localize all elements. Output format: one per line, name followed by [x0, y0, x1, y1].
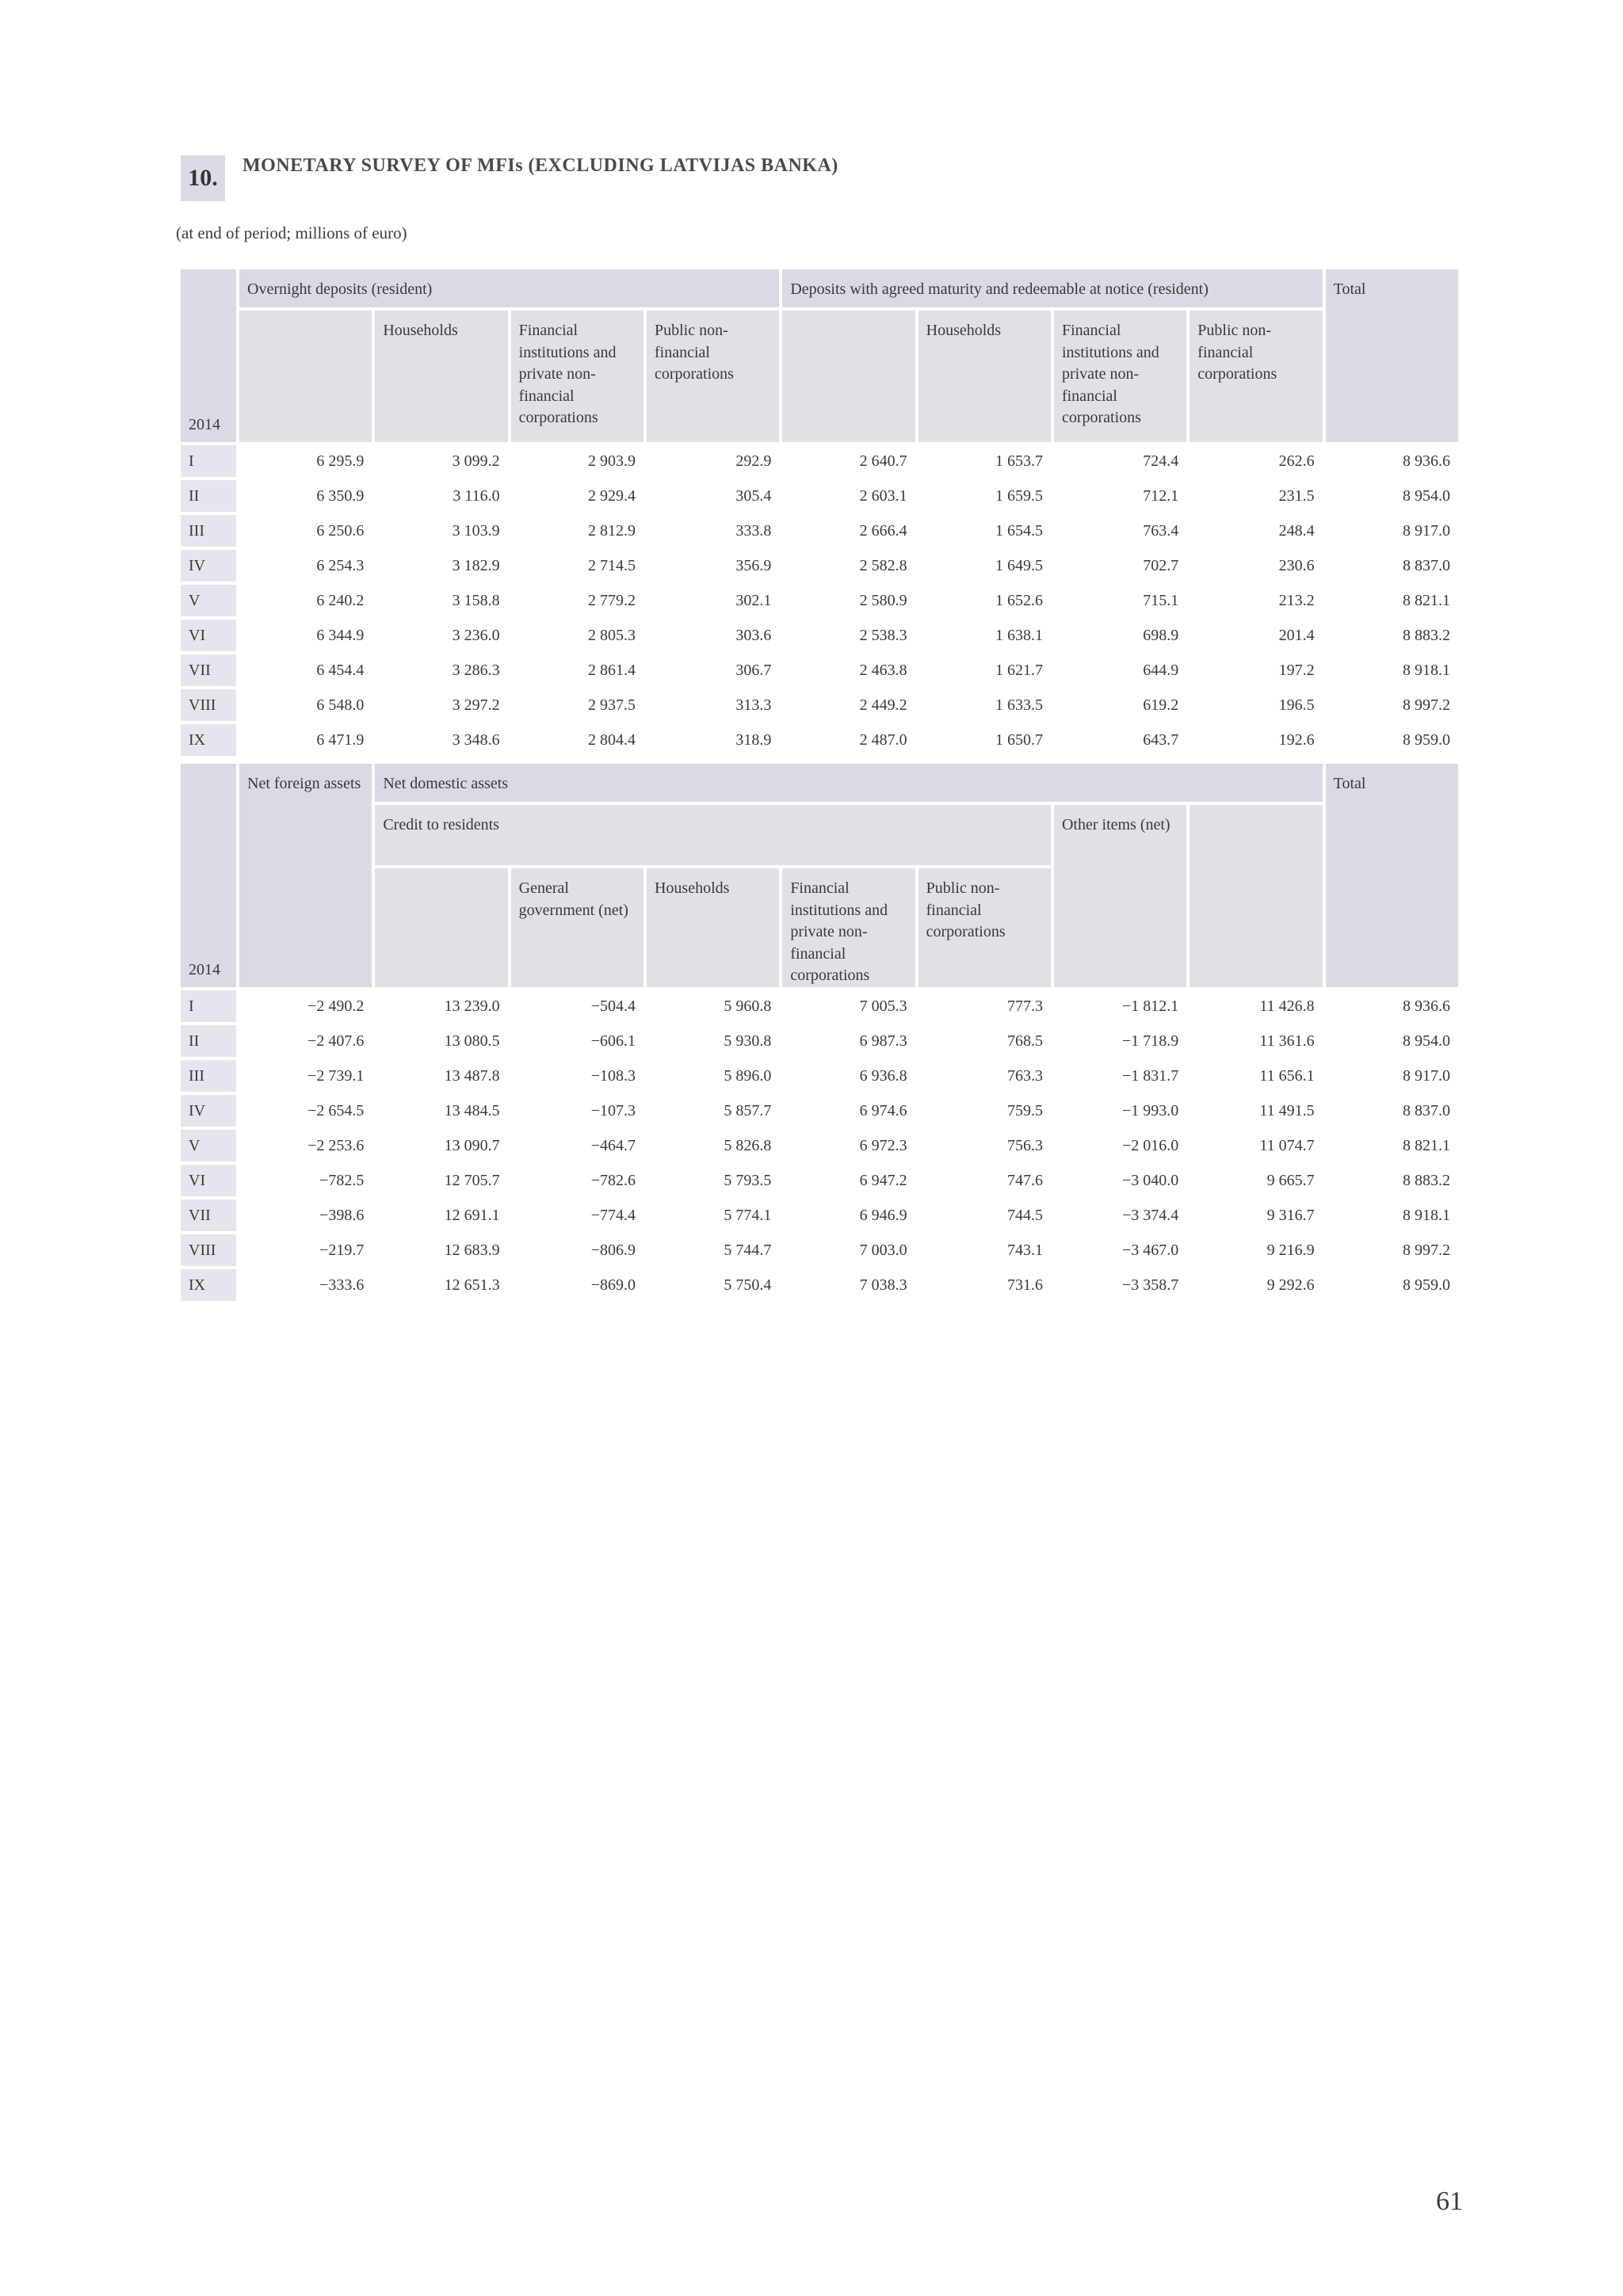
table-cell: 2 812.9 [587, 521, 636, 540]
table-cell: −219.7 [319, 1241, 365, 1259]
table-cell: −774.4 [590, 1206, 636, 1224]
table-cell: 6 974.6 [859, 1101, 907, 1119]
total-header: Total [1326, 764, 1458, 987]
table-row [181, 724, 1458, 756]
table-cell: 7 005.3 [859, 997, 907, 1015]
table-row [181, 445, 1458, 477]
table-cell: 302.1 [735, 591, 772, 609]
table-cell: 8 821.1 [1403, 591, 1450, 609]
table-cell: 644.9 [1143, 661, 1179, 679]
table-cell: 2 487.0 [859, 730, 907, 749]
year-header: 2014 [181, 764, 236, 987]
row-label: IX [181, 1269, 236, 1301]
table-cell: −2 016.0 [1122, 1136, 1179, 1154]
table-cell: 6 454.4 [316, 661, 365, 679]
table-row [181, 585, 1458, 616]
table-cell: 5 857.7 [724, 1101, 772, 1119]
table-cell: −606.1 [590, 1032, 636, 1050]
table-cell: 2 603.1 [859, 486, 907, 505]
table-cell: 5 793.5 [724, 1171, 772, 1189]
overnight-financial-header: Financial institutions and private non-financial corporations [511, 311, 643, 442]
table-cell: 6 254.3 [316, 556, 365, 574]
table-cell: 3 099.2 [452, 452, 500, 470]
table-cell: 715.1 [1143, 591, 1179, 609]
table-cell: −333.6 [319, 1276, 365, 1294]
table-row [181, 620, 1458, 651]
table-cell: 9 216.9 [1266, 1241, 1315, 1259]
table-row [181, 990, 1458, 1022]
table-cell: 1 621.7 [995, 661, 1043, 679]
table-cell: 2 463.8 [859, 661, 907, 679]
table-cell: 13 484.5 [444, 1101, 500, 1119]
table-cell: 6 947.2 [859, 1171, 907, 1189]
table-cell: −1 718.9 [1122, 1032, 1179, 1050]
table-cell: 2 714.5 [587, 556, 636, 574]
row-label: IV [181, 550, 236, 582]
page-title: MONETARY SURVEY OF MFIs (EXCLUDING LATVIJAS BANKA) [242, 155, 838, 176]
table-cell: 356.9 [735, 556, 772, 574]
table-cell: −108.3 [590, 1066, 636, 1085]
table-cell: 3 297.2 [452, 696, 500, 714]
table-cell: 1 653.7 [995, 452, 1043, 470]
overnight-households-header: Households [375, 311, 507, 442]
table-cell: 763.4 [1143, 521, 1179, 540]
table-cell: 8 917.0 [1403, 1066, 1450, 1085]
table-cell: −869.0 [590, 1276, 636, 1294]
table-cell: 8 918.1 [1403, 661, 1450, 679]
table-cell: −782.5 [319, 1171, 365, 1189]
row-label: II [181, 480, 236, 512]
table-cell: 1 652.6 [995, 591, 1043, 609]
table-subtitle: (at end of period; millions of euro) [176, 223, 407, 242]
table-cell: 8 954.0 [1403, 1032, 1450, 1050]
table-cell: 768.5 [1006, 1032, 1043, 1050]
table-cell: 5 930.8 [724, 1032, 772, 1050]
table-cell: 3 236.0 [452, 626, 500, 644]
table-row [181, 1234, 1458, 1266]
table-cell: −107.3 [590, 1101, 636, 1119]
table-cell: 8 837.0 [1403, 1101, 1450, 1119]
row-label: VII [181, 1199, 236, 1231]
table-cell: 2 903.9 [587, 452, 636, 470]
table-cell: 6 295.9 [316, 452, 365, 470]
overnight-total-subheader [239, 311, 372, 442]
table-cell: 619.2 [1143, 696, 1179, 714]
table-cell: 213.2 [1278, 591, 1315, 609]
agreed-deposits-header: Deposits with agreed maturity and redeemable at notice (resident) [782, 269, 1322, 307]
table-cell: 231.5 [1278, 486, 1315, 505]
table-cell: 756.3 [1006, 1136, 1043, 1154]
table-cell: 747.6 [1006, 1171, 1043, 1189]
row-label: III [181, 515, 236, 547]
table-cell: 731.6 [1006, 1276, 1043, 1294]
table-cell: −504.4 [590, 997, 636, 1015]
table-cell: 262.6 [1278, 452, 1315, 470]
table-cell: 8 821.1 [1403, 1136, 1450, 1154]
table-cell: 192.6 [1278, 730, 1315, 749]
table-cell: 11 074.7 [1259, 1136, 1315, 1154]
table-row [181, 1060, 1458, 1092]
table-cell: 13 090.7 [444, 1136, 500, 1154]
table-cell: 2 582.8 [859, 556, 907, 574]
table-cell: 9 316.7 [1266, 1206, 1315, 1224]
table-cell: 6 987.3 [859, 1032, 907, 1050]
table-cell: 333.8 [735, 521, 772, 540]
table-cell: 1 649.5 [995, 556, 1043, 574]
row-label: VIII [181, 689, 236, 721]
row-label: VII [181, 654, 236, 686]
table-cell: −806.9 [590, 1241, 636, 1259]
table-cell: 11 656.1 [1259, 1066, 1315, 1085]
agreed-public-header: Public non-financial corporations [1190, 311, 1322, 442]
table-cell: 1 659.5 [995, 486, 1043, 505]
table-cell: 3 103.9 [452, 521, 500, 540]
table-cell: 6 240.2 [316, 591, 365, 609]
table-cell: 9 665.7 [1266, 1171, 1315, 1189]
year-header: 2014 [181, 269, 236, 442]
table-cell: −1 812.1 [1122, 997, 1179, 1015]
table-cell: 1 633.5 [995, 696, 1043, 714]
table-cell: 2 580.9 [859, 591, 907, 609]
table-cell: −2 654.5 [307, 1101, 365, 1119]
table-cell: 2 640.7 [859, 452, 907, 470]
table-cell: 12 691.1 [444, 1206, 500, 1224]
table-cell: 3 348.6 [452, 730, 500, 749]
table-cell: 8 936.6 [1403, 452, 1450, 470]
table-cell: 6 548.0 [316, 696, 365, 714]
table-cell: 9 292.6 [1266, 1276, 1315, 1294]
assets-table [178, 761, 1461, 1304]
table-cell: 12 651.3 [444, 1276, 500, 1294]
table-cell: 8 837.0 [1403, 556, 1450, 574]
table-cell: 13 239.0 [444, 997, 500, 1015]
general-government-header: General government (net) [511, 868, 643, 987]
table-cell: 306.7 [735, 661, 772, 679]
table-cell: 12 705.7 [444, 1171, 500, 1189]
table-row [181, 1095, 1458, 1127]
table-row [181, 1165, 1458, 1196]
table-cell: 8 959.0 [1403, 1276, 1450, 1294]
table-cell: −464.7 [590, 1136, 636, 1154]
table-cell: 3 182.9 [452, 556, 500, 574]
table-cell: −3 040.0 [1122, 1171, 1179, 1189]
table-cell: 2 538.3 [859, 626, 907, 644]
table-cell: 8 918.1 [1403, 1206, 1450, 1224]
table-cell: −2 407.6 [307, 1032, 365, 1050]
table-row [181, 654, 1458, 686]
credit-to-residents-header: Credit to residents [375, 805, 1051, 865]
table-cell: 11 491.5 [1259, 1101, 1315, 1119]
table-cell: 8 997.2 [1403, 1241, 1450, 1259]
table-cell: 3 286.3 [452, 661, 500, 679]
row-label: I [181, 990, 236, 1022]
table-cell: 744.5 [1006, 1206, 1043, 1224]
page-number: 61 [1436, 2187, 1463, 2216]
row-label: I [181, 445, 236, 477]
table-cell: 777.3 [1006, 997, 1043, 1015]
overnight-deposits-header: Overnight deposits (resident) [239, 269, 779, 307]
table-cell: 2 805.3 [587, 626, 636, 644]
table-cell: 2 929.4 [587, 486, 636, 505]
table-cell: 643.7 [1143, 730, 1179, 749]
table-row [181, 1269, 1458, 1301]
table-cell: 724.4 [1143, 452, 1179, 470]
table-row [181, 1130, 1458, 1161]
row-label: VIII [181, 1234, 236, 1266]
table-cell: 8 959.0 [1403, 730, 1450, 749]
table-cell: 305.4 [735, 486, 772, 505]
table-cell: −3 358.7 [1122, 1276, 1179, 1294]
net-domestic-assets-header: Net domestic assets [375, 764, 1322, 802]
credit-total-subheader [375, 868, 507, 987]
table-cell: −782.6 [590, 1171, 636, 1189]
table-row [181, 550, 1458, 582]
table-cell: 6 946.9 [859, 1206, 907, 1224]
row-label: V [181, 1130, 236, 1161]
section-number: 10. [181, 155, 225, 201]
table-cell: 13 080.5 [444, 1032, 500, 1050]
agreed-financial-header: Financial institutions and private non-financial corporations [1054, 311, 1186, 442]
table-cell: −1 993.0 [1122, 1101, 1179, 1119]
table-cell: 698.9 [1143, 626, 1179, 644]
table-cell: 7 038.3 [859, 1276, 907, 1294]
table-cell: 3 116.0 [453, 486, 500, 505]
table-cell: 712.1 [1143, 486, 1179, 505]
public-header: Public non-financial corporations [918, 868, 1051, 987]
table-cell: 1 638.1 [995, 626, 1043, 644]
table-cell: 13 487.8 [444, 1066, 500, 1085]
agreed-households-header: Households [918, 311, 1051, 442]
table-cell: 2 861.4 [587, 661, 636, 679]
table-cell: 1 650.7 [995, 730, 1043, 749]
table-cell: −398.6 [319, 1206, 365, 1224]
financial-header: Financial institutions and private non-financial corporations [782, 868, 915, 987]
table-cell: −2 253.6 [307, 1136, 365, 1154]
table-cell: 5 826.8 [724, 1136, 772, 1154]
table-cell: 6 972.3 [859, 1136, 907, 1154]
table-cell: 702.7 [1143, 556, 1179, 574]
table-cell: 11 361.6 [1259, 1032, 1315, 1050]
table-row [181, 689, 1458, 721]
table-cell: 303.6 [735, 626, 772, 644]
table-cell: 196.5 [1278, 696, 1315, 714]
table-row [181, 1199, 1458, 1231]
table-cell: −3 374.4 [1122, 1206, 1179, 1224]
table-cell: 11 426.8 [1259, 997, 1315, 1015]
net-domestic-total-subheader [1190, 805, 1322, 987]
table-cell: 230.6 [1278, 556, 1315, 574]
row-label: IX [181, 724, 236, 756]
row-label: III [181, 1060, 236, 1092]
table-row [181, 515, 1458, 547]
table-cell: 6 471.9 [316, 730, 365, 749]
table-cell: 2 449.2 [859, 696, 907, 714]
table-cell: 743.1 [1006, 1241, 1043, 1259]
table-cell: 8 883.2 [1403, 1171, 1450, 1189]
table-cell: 12 683.9 [444, 1241, 500, 1259]
table-cell: 197.2 [1278, 661, 1315, 679]
table-cell: −2 739.1 [307, 1066, 365, 1085]
table-cell: 248.4 [1278, 521, 1315, 540]
row-label: VI [181, 1165, 236, 1196]
table-cell: 5 774.1 [724, 1206, 772, 1224]
net-foreign-assets-header: Net foreign assets [239, 764, 372, 987]
table-cell: 8 917.0 [1403, 521, 1450, 540]
table-row [181, 480, 1458, 512]
table-cell: 6 936.8 [859, 1066, 907, 1085]
table-cell: 1 654.5 [995, 521, 1043, 540]
table-cell: 6 250.6 [316, 521, 365, 540]
deposits-table [178, 266, 1461, 759]
table-cell: 2 779.2 [587, 591, 636, 609]
table-cell: 6 344.9 [316, 626, 365, 644]
agreed-total-subheader [782, 311, 915, 442]
row-label: V [181, 585, 236, 616]
table-cell: 763.3 [1006, 1066, 1043, 1085]
table-cell: 5 744.7 [724, 1241, 772, 1259]
overnight-public-header: Public non-financial corporations [647, 311, 779, 442]
other-items-header: Other items (net) [1054, 805, 1186, 987]
table-cell: 292.9 [735, 452, 772, 470]
table-cell: 8 883.2 [1403, 626, 1450, 644]
table-cell: −1 831.7 [1122, 1066, 1179, 1085]
table-cell: 5 750.4 [724, 1276, 772, 1294]
table-cell: 2 937.5 [587, 696, 636, 714]
table-cell: 8 954.0 [1403, 486, 1450, 505]
table-cell: 201.4 [1278, 626, 1315, 644]
table-cell: 2 804.4 [587, 730, 636, 749]
table-row [181, 1025, 1458, 1057]
table-cell: 2 666.4 [859, 521, 907, 540]
table-cell: 7 003.0 [859, 1241, 907, 1259]
table-cell: 313.3 [735, 696, 772, 714]
table-cell: 759.5 [1006, 1101, 1043, 1119]
table-cell: −2 490.2 [307, 997, 365, 1015]
table-cell: 8 936.6 [1403, 997, 1450, 1015]
row-label: II [181, 1025, 236, 1057]
table-cell: 6 350.9 [316, 486, 365, 505]
table-cell: 3 158.8 [452, 591, 500, 609]
table-cell: 5 960.8 [724, 997, 772, 1015]
table-cell: 318.9 [735, 730, 772, 749]
row-label: VI [181, 620, 236, 651]
households-header: Households [647, 868, 779, 987]
table-cell: 8 997.2 [1403, 696, 1450, 714]
table-cell: −3 467.0 [1122, 1241, 1179, 1259]
row-label: IV [181, 1095, 236, 1127]
table-cell: 5 896.0 [724, 1066, 772, 1085]
total-header: Total [1326, 269, 1458, 442]
